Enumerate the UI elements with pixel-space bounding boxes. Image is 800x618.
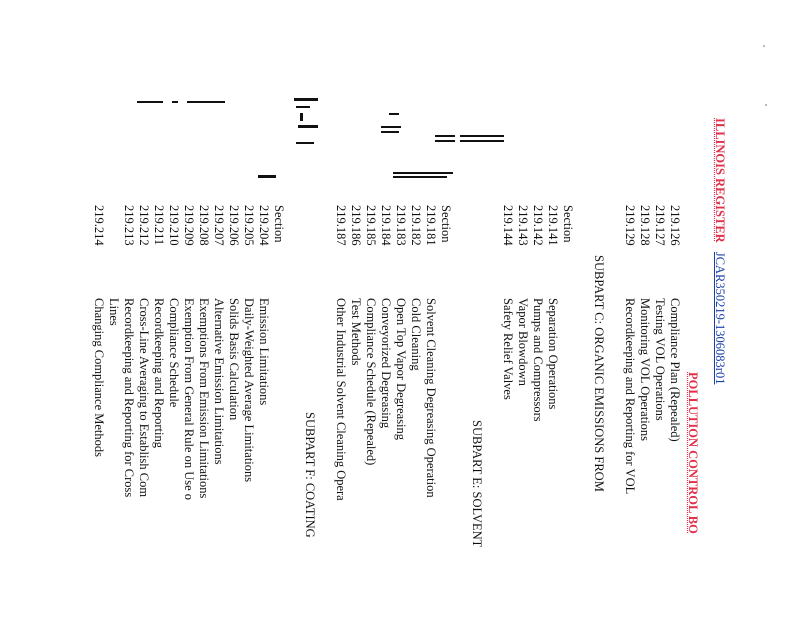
list-item: 219.204Emission Limitations	[257, 205, 271, 406]
section-label: Section	[439, 205, 453, 243]
register-title: ILLINOIS REGISTER	[713, 118, 727, 243]
section-label: Section	[272, 205, 286, 243]
list-item: 219.143Vapor Blowdown	[516, 205, 530, 386]
subpart-heading: SUBPART F: COATING	[303, 412, 317, 538]
agency-line	[687, 372, 700, 534]
list-item: 219.187Other Industrial Solvent Cleaning Opera	[334, 205, 348, 501]
list-item: 219.214Changing Compliance Methods	[92, 205, 106, 458]
list-item: 219.129Recordkeeping and Reporting for VOL	[623, 205, 637, 495]
list-item: 219.209Exemption From General Rule on Use o	[182, 205, 196, 501]
margin-dot	[763, 45, 765, 47]
agency-title: POLLUTION CONTROL BO	[686, 372, 700, 534]
list-item: 219.127Testing VOL Operations	[653, 205, 667, 421]
list-item: 219.208Exemptions From Emission Limitations	[197, 205, 211, 499]
list-item: 219.186Test Methods	[349, 205, 363, 366]
register-code: JCAR350219-1306083r01	[713, 251, 727, 385]
list-item: 219.207Alternative Emission Limitations	[212, 205, 226, 465]
list-item: 219.182Cold Cleaning	[409, 205, 423, 371]
margin-dot	[765, 104, 767, 106]
list-item: 219.126Compliance Plan (Repealed)	[668, 205, 682, 442]
list-item: 219.212Cross-Line Averaging to Establish Com	[137, 205, 151, 498]
list-item: 219.181Solvent Cleaning Degreasing Operation	[424, 205, 438, 498]
list-item: 219.144Safety Relief Valves	[501, 205, 515, 400]
subpart-heading: SUBPART E: SOLVENT	[470, 420, 484, 548]
section-label: Section	[561, 205, 575, 243]
list-item: 219.211Recordkeeping and Reporting	[152, 205, 166, 448]
header-line	[714, 118, 727, 384]
list-item: Lines	[107, 298, 121, 326]
list-item: 219.128Monitoring VOL Operations	[638, 205, 652, 442]
list-item: 219.184Conveyorized Degreasing	[379, 205, 393, 429]
list-item: 219.210Compliance Schedule	[167, 205, 181, 408]
list-item: 219.206Solids Basis Calculation	[227, 205, 241, 421]
list-item: 219.142Pumps and Compressors	[531, 205, 545, 422]
subpart-heading: SUBPART C: ORGANIC EMISSIONS FROM	[592, 255, 606, 492]
list-item: 219.183Open Top Vapor Degreasing	[394, 205, 408, 441]
list-item: 219.141Separation Operations	[546, 205, 560, 410]
list-item: 219.185Compliance Schedule (Repealed)	[364, 205, 378, 466]
list-item: 219.205Daily-Weighted Average Limitations	[242, 205, 256, 483]
list-item: 219.213Recordkeeping and Reporting for Cross	[122, 205, 136, 498]
